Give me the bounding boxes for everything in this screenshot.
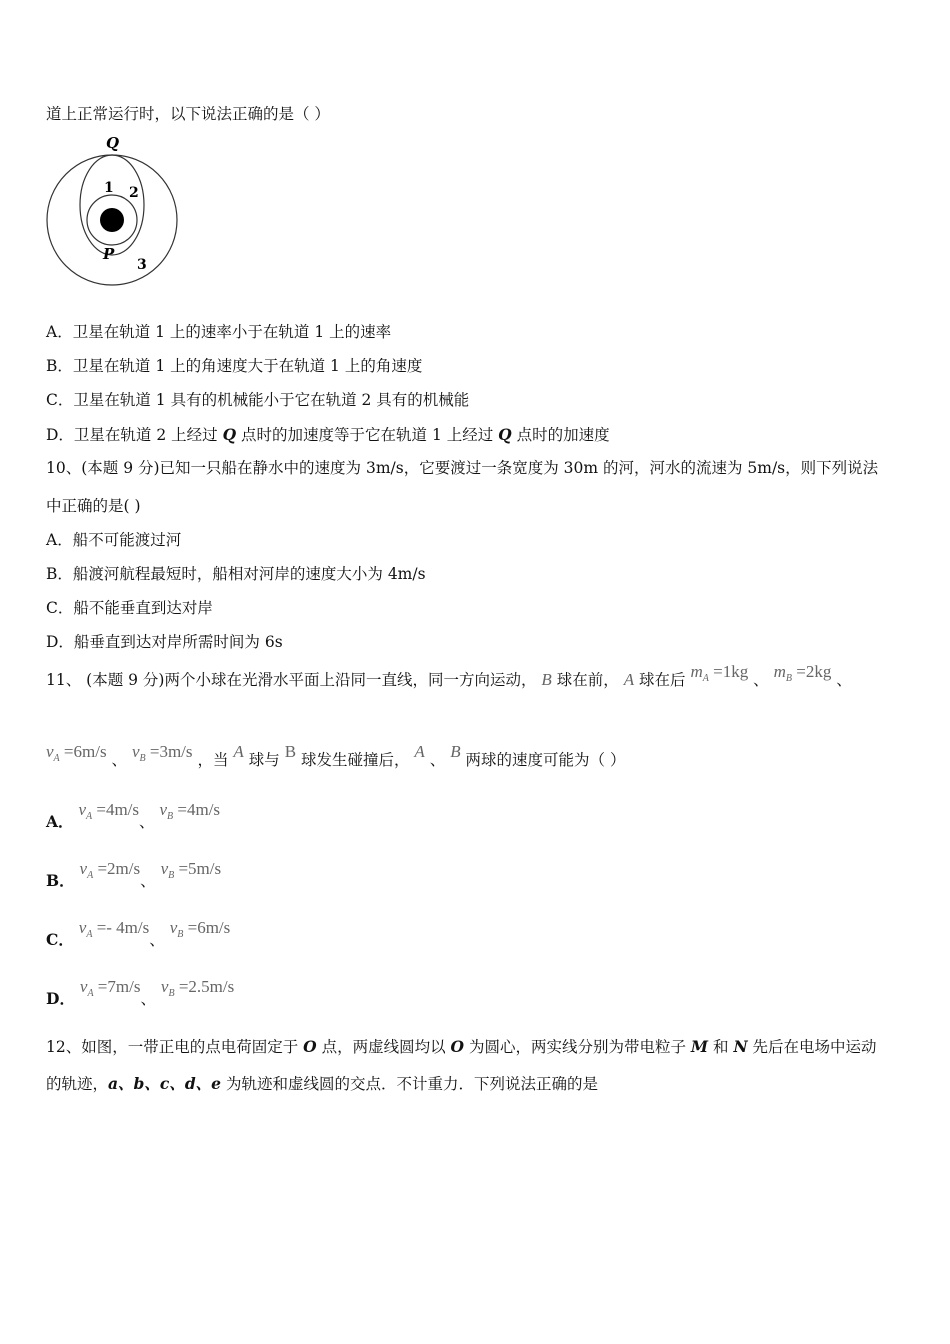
q10-stem-line2: 中正确的是( ) [46,497,141,515]
label-3: 3 [137,257,147,273]
q10-option-d: D．船垂直到达对岸所需时间为 6s [46,633,283,651]
label-1: 1 [104,180,114,196]
q12-stem-line2: 的轨迹，a、b、c、d、e 为轨迹和虚线圆的交点．不计重力．下列说法正确的是 [46,1074,598,1093]
earth [100,208,124,232]
q12-stem-line1: 12、如图，一带正电的点电荷固定于 O 点，两虚线圆均以 O 为圆心，两实线分别为带电粒子 M 和 N 先后在电场中运动 [46,1037,877,1056]
q11-option-a: A． $v_A =4m/s$、 $v_B =4m/s$ [46,800,221,831]
q9-option-b: B．卫星在轨道 1 上的角速度大于在轨道 1 上的角速度 [46,357,423,375]
q11-option-c: C． $v_A =- 4m/s$、 $v_B =6m/s$ [46,918,231,949]
q10-stem-line1: 10、(本题 9 分)已知一只船在静水中的速度为 3m/s，它要渡过一条宽度为 30m 的河，河水的流速为 5m/s，则下列说法 [46,459,879,477]
q10-option-b: B．船渡河航程最短时，船相对河岸的速度大小为 4m/s [46,565,426,583]
orbit-2 [80,155,144,255]
label-q: Q [106,134,120,152]
q10-option-a: A．船不可能渡过河 [46,531,182,549]
q9-option-a: A．卫星在轨道 1 上的速率小于在轨道 1 上的速率 [46,323,392,341]
q9-option-d: D．卫星在轨道 2 上经过 Q 点时的加速度等于它在轨道 1 上经过 Q 点时的加速度 [46,425,610,444]
orbit-diagram [44,130,184,290]
q11-stem-line1: 11、 (本题 9 分)两个小球在光滑水平面上沿同一直线，同一方向运动， B 球在前， A 球在后 $m_A =1kg$ 、 $m_B =2kg$ 、 [46,662,852,689]
q9-option-c: C．卫星在轨道 1 具有的机械能小于它在轨道 2 具有的机械能 [46,391,470,409]
label-2: 2 [129,185,139,201]
q11-option-b: B． $v_A =2m/s$、 $v_B =5m/s$ [46,859,222,890]
q9-stem: 道上正常运行时，以下说法正确的是（ ） [46,105,330,123]
q11-option-d: D． $v_A =7m/s$、 $v_B =2.5m/s$ [46,977,235,1008]
q11-stem-line2: $v_A =6m/s$ 、 $v_B =3m/s$ ，当 A 球与 B 球发生碰撞后， A 、 B 两球的速度可能为（ ） [46,742,626,769]
label-p: P [103,245,115,263]
q10-option-c: C．船不能垂直到达对岸 [46,599,213,617]
